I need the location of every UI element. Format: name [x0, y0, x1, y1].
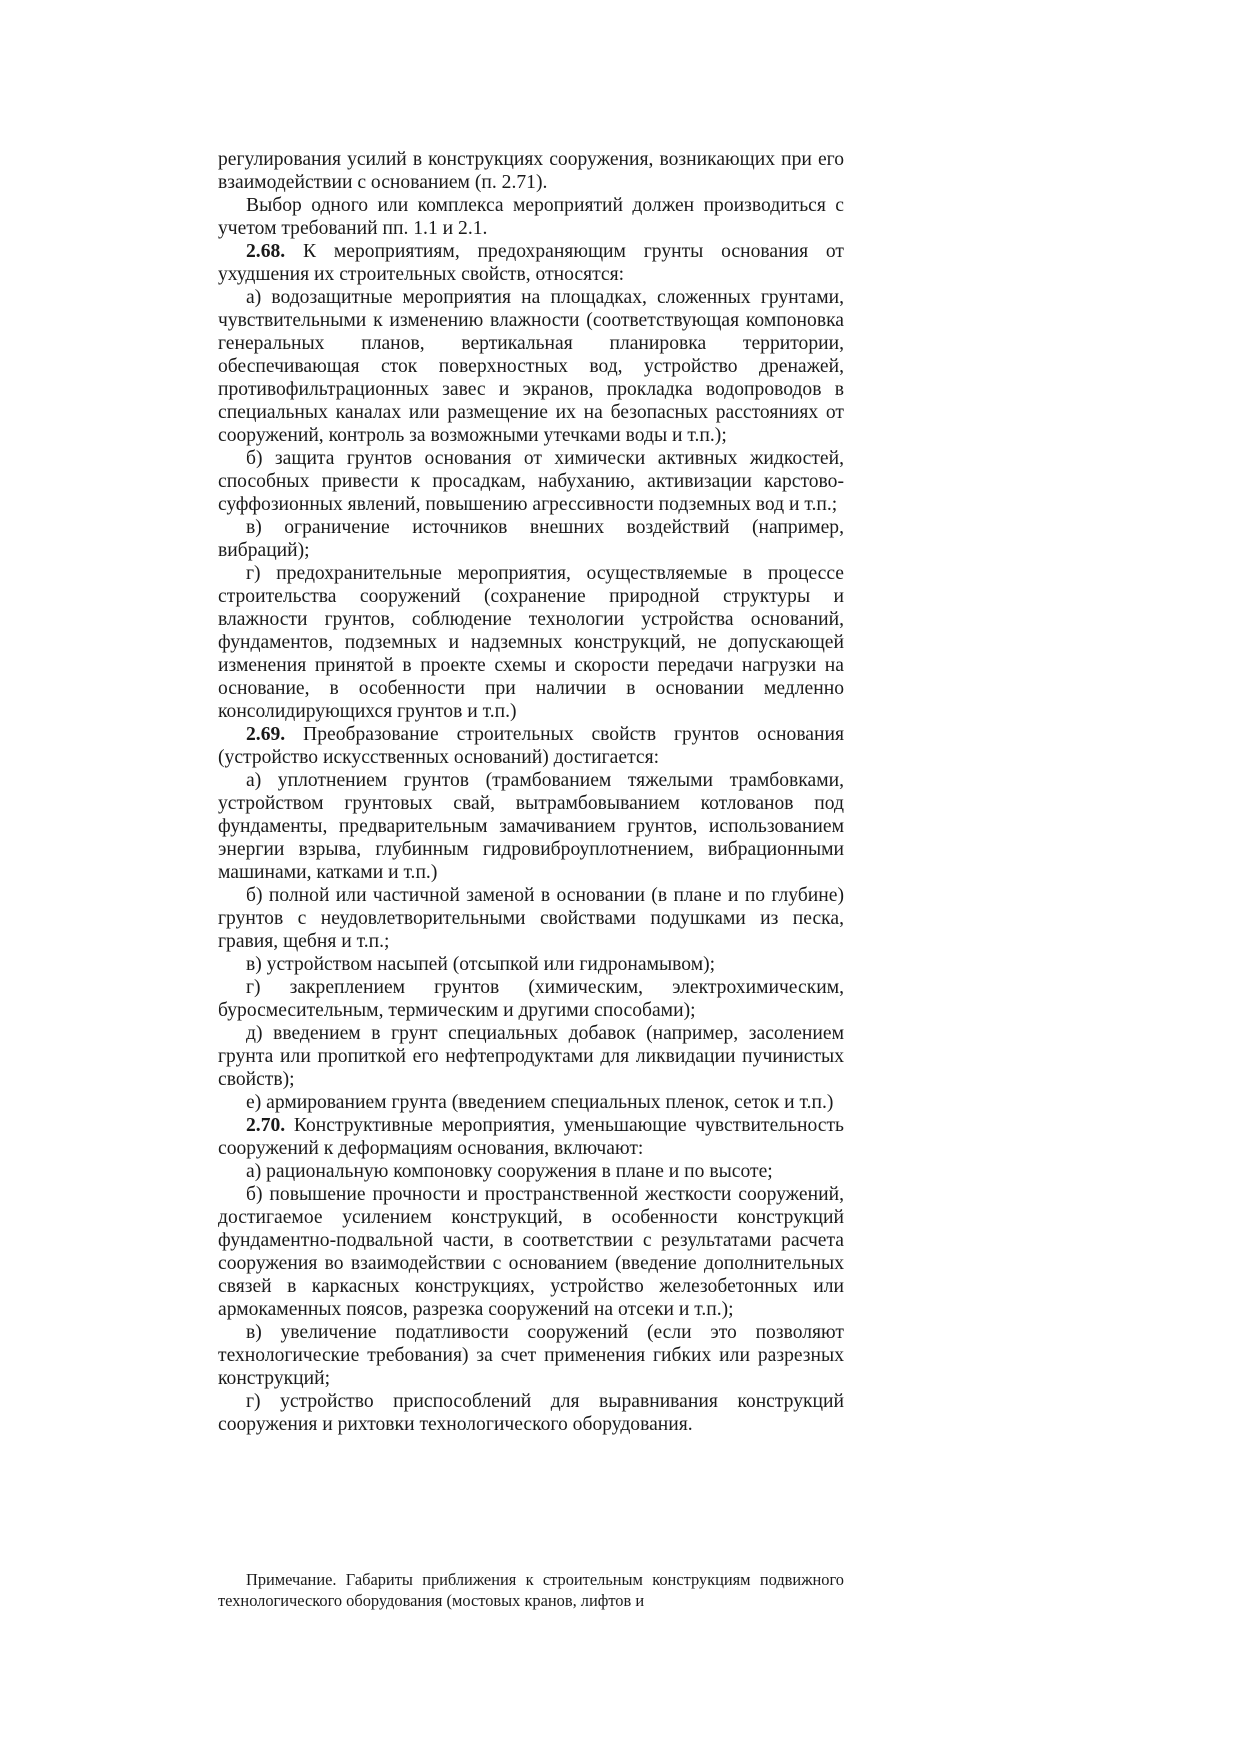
section-number: 2.69.	[246, 724, 286, 745]
list-item: а) водозащитные мероприятия на площадках, сложенных грунтами, чувствительными к изменению влажности (соответствующая компоновка генеральных планов, вертикальная планировка территории, обеспечивающая сток поверхностных вод, устройство дренажей, противофильтрационных завес и экранов, прокладка водопроводов в специальных каналах или размещение их на безопасных расстояниях от сооружений, контроль за возможными утечками воды и т.п.);	[218, 287, 844, 446]
list-item: г) предохранительные мероприятия, осуществляемые в процессе строительства сооружений (сохранение природной структуры и влажности грунтов, соблюдение технологии устройства оснований, фундаментов, подземных и надземных конструкций, не допускающей изменения принятой в проекте схемы и скорости передачи нагрузки на основание, в особенности при наличии в основании медленно консолидирующихся грунтов и т.п.)	[218, 563, 844, 722]
list-item: в) увеличение податливости сооружений (если это позволяют технологические требования) за счет применения гибких или разрезных конструкций;	[218, 1322, 844, 1389]
list-item: г) закреплением грунтов (химическим, электрохимическим, буросмесительным, термическим и другими способами);	[218, 977, 844, 1021]
paragraph-2-69	[218, 723, 844, 769]
paragraph-text: К мероприятиям, предохраняющим грунты основания от ухудшения их строительных свойств, относятся:	[218, 241, 844, 285]
list-item: а) рациональную компоновку сооружения в плане и по высоте;	[246, 1161, 773, 1182]
paragraph-text: Конструктивные мероприятия, уменьшающие чувствительность сооружений к деформациям основания, включают:	[218, 1115, 844, 1159]
paragraph-2-68	[218, 240, 844, 286]
paragraph-continuation: регулирования усилий в конструкциях сооружения, возникающих при его взаимодействии с основанием (п. 2.71).	[218, 149, 844, 193]
list-item: д) введением в грунт специальных добавок (например, засолением грунта или пропиткой его нефтепродуктами для ликвидации пучинистых свойств);	[218, 1023, 844, 1090]
section-number: 2.68.	[246, 241, 286, 262]
list-item: б) полной или частичной заменой в основании (в плане и по глубине) грунтов с неудовлетворительными свойствами подушками из песка, гравия, щебня и т.п.;	[218, 885, 844, 952]
document-body	[218, 148, 844, 1436]
list-item: б) повышение прочности и пространственной жесткости сооружений, достигаемое усилением конструкций, в особенности конструкций фундаментно-подвальной части, в соответствии с результатами расчета сооружения во взаимодействии с основанием (введение дополнительных связей в каркасных конструкциях, устройство железобетонных или армокаменных поясов, разрезка сооружений на отсеки и т.п.);	[218, 1184, 844, 1320]
section-number: 2.70.	[246, 1115, 286, 1136]
list-item: в) устройством насыпей (отсыпкой или гидронамывом);	[246, 954, 716, 975]
list-item: е) армированием грунта (введением специальных пленок, сеток и т.п.)	[246, 1092, 834, 1113]
list-item: г) устройство приспособлений для выравнивания конструкций сооружения и рихтовки технологического оборудования.	[218, 1391, 844, 1435]
paragraph-2-70	[218, 1114, 844, 1160]
list-item: б) защита грунтов основания от химически активных жидкостей, способных привести к просадкам, набуханию, активизации карстово-суффозионных явлений, повышению агрессивности подземных вод и т.п.;	[218, 448, 844, 515]
list-item: в) ограничение источников внешних воздействий (например, вибраций);	[218, 517, 844, 561]
footnote: Примечание. Габариты приближения к строительным конструкциям подвижного технологического оборудования (мостовых кранов, лифтов и	[218, 1570, 844, 1610]
list-item: а) уплотнением грунтов (трамбованием тяжелыми трамбовками, устройством грунтовых свай, вытрамбовыванием котлованов под фундаменты, предварительным замачиванием грунтов, использованием энергии взрыва, глубинным гидровиброуплотнением, вибрационными машинами, катками и т.п.)	[218, 770, 844, 883]
paragraph-text: Преобразование строительных свойств грунтов основания (устройство искусственных оснований) достигается:	[218, 724, 844, 768]
paragraph-selection-note: Выбор одного или комплекса мероприятий должен производиться с учетом требований пп. 1.1 и 2.1.	[218, 195, 844, 239]
